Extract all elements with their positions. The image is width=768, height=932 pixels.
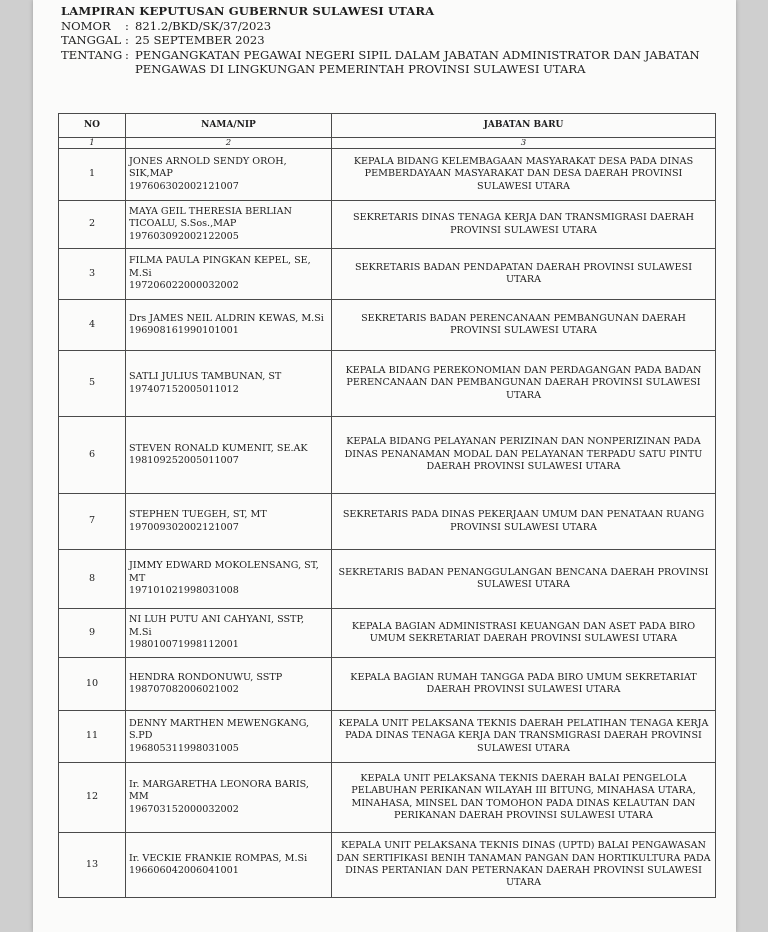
employee-nip: 198707082006021002 [129,684,239,695]
employee-name: JONES ARNOLD SENDY OROH, SIK,MAP [129,155,287,180]
employee-nip: 198010071998112001 [129,639,239,651]
column-number: 3 [332,138,716,149]
meta-colon: : [125,33,129,48]
meta-label: TANGGAL [61,33,122,48]
meta-value: 25 SEPTEMBER 2023 [135,33,265,48]
document-header [61,4,729,77]
employee-nip: 197603092002122005 [129,230,239,242]
meta-nomor [61,19,729,34]
new-position: SEKRETARIS BADAN PENANGGULANGAN BENCANA DAERAH PROVINSI SULAWESI UTARA [332,550,716,609]
new-position: KEPALA BAGIAN RUMAH TANGGA PADA BIRO UMUM SEKRETARIAT DAERAH PROVINSI SULAWESI UTARA [332,658,716,711]
employee-nip: 197206022000032002 [129,280,239,292]
row-number: 1 [59,149,126,201]
appointment-table [58,113,716,898]
employee-name: SATLI JULIUS TAMBUNAN, ST [129,371,282,383]
table-row [59,351,716,417]
employee-nip: 197606302002121007 [129,180,239,192]
table-row [59,300,716,351]
name-nip-cell [126,609,332,658]
row-number: 10 [59,658,126,711]
new-position: KEPALA BAGIAN ADMINISTRASI KEUANGAN DAN ASET PADA BIRO UMUM SEKRETARIAT DAERAH PROVINSI SULAWESI UTARA [332,609,716,658]
employee-name: STEVEN RONALD KUMENIT, SE.AK [129,442,308,454]
meta-label: TENTANG [61,47,123,62]
employee-name: FILMA PAULA PINGKAN KEPEL, SE, M.Si [129,255,311,279]
meta-tentang [61,48,729,77]
employee-nip: 197407152005011012 [129,383,239,395]
header-no: NO [59,114,126,138]
new-position: SEKRETARIS DINAS TENAGA KERJA DAN TRANSMIGRASI DAERAH PROVINSI SULAWESI UTARA [332,201,716,249]
meta-colon: : [125,18,129,33]
meta-colon: : [125,47,129,62]
meta-value: PENGANGKATAN PEGAWAI NEGERI SIPIL DALAM JABATAN ADMINISTRATOR DAN JABATAN PENGAWAS DI LINGKUNGAN PEMERINTAH PROVINSI SULAWESI UTARA [135,47,700,77]
employee-name: DENNY MARTHEN MEWENGKANG, S.PD [129,717,310,742]
new-position: KEPALA BIDANG PELAYANAN PERIZINAN DAN NONPERIZINAN PADA DINAS PENANAMAN MODAL DAN PELAYANAN TERPADU SATU PINTU DAERAH PROVINSI SULAWESI UTARA [332,417,716,494]
row-number: 12 [59,763,126,833]
new-position: SEKRETARIS PADA DINAS PEKERJAAN UMUM DAN PENATAAN RUANG PROVINSI SULAWESI UTARA [332,494,716,550]
row-number: 11 [59,711,126,763]
employee-name: Ir. VECKIE FRANKIE ROMPAS, M.Si [129,852,308,864]
column-number: 1 [59,138,126,149]
new-position: KEPALA UNIT PELAKSANA TEKNIS DAERAH BALAI PENGELOLA PELABUHAN PERIKANAN WILAYAH III BITUNG, MINAHASA UTARA, MINAHASA, MINSEL DAN TOMOHON PADA DINAS KELAUTAN DAN PERIKANAN DAERAH PROVINSI SULAWESI UTARA [332,763,716,833]
table-row [59,711,716,763]
row-number: 13 [59,833,126,898]
name-nip-cell [126,494,332,550]
document-title: LAMPIRAN KEPUTUSAN GUBERNUR SULAWESI UTARA [61,4,435,18]
row-number: 3 [59,249,126,300]
table-row [59,149,716,201]
row-number: 5 [59,351,126,417]
table-row [59,417,716,494]
table-row [59,609,716,658]
row-number: 2 [59,201,126,249]
table-row [59,201,716,249]
new-position: KEPALA UNIT PELAKSANA TEKNIS DINAS (UPTD) BALAI PENGAWASAN DAN SERTIFIKASI BENIH TANAMAN PANGAN DAN HORTIKULTURA PADA DINAS PERTANIAN DAN PETERNAKAN DAERAH PROVINSI SULAWESI UTARA [332,833,716,898]
employee-name: STEPHEN TUEGEH, ST, MT [129,509,267,521]
name-nip-cell [126,249,332,300]
employee-nip: 196703152000032002 [129,803,239,815]
employee-name: MAYA GEIL THERESIA BERLIAN TICOALU, S.Sos.,MAP [129,205,292,230]
employee-name: HENDRA RONDONUWU, SSTP [129,671,283,683]
employee-nip: 196805311998031005 [129,742,239,754]
row-number: 8 [59,550,126,609]
employee-nip: 198109252005011007 [129,455,239,466]
row-number: 4 [59,300,126,351]
employee-name: Drs JAMES NEIL ALDRIN KEWAS, M.Si [129,312,324,324]
name-nip-cell [126,658,332,711]
employee-name: NI LUH PUTU ANI CAHYANI, SSTP, M.Si [129,614,305,638]
table-row [59,249,716,300]
name-nip-cell [126,417,332,494]
new-position: KEPALA UNIT PELAKSANA TEKNIS DAERAH PELATIHAN TENAGA KERJA PADA DINAS TENAGA KERJA DAN TRANSMIGRASI DAERAH PROVINSI SULAWESI UTARA [332,711,716,763]
employee-name: JIMMY EDWARD MOKOLENSANG, ST, MT [129,560,319,584]
name-nip-cell [126,300,332,351]
name-nip-cell [126,763,332,833]
employee-nip: 197101021998031008 [129,585,239,597]
employee-nip: 196908161990101001 [129,325,239,336]
table-row [59,658,716,711]
meta-label: NOMOR [61,18,111,33]
table-row [59,494,716,550]
column-number: 2 [126,138,332,149]
name-nip-cell [126,201,332,249]
name-nip-cell [126,149,332,201]
table-row [59,550,716,609]
table-header-row [59,114,716,138]
meta-value: 821.2/BKD/SK/37/2023 [135,18,272,33]
header-jabatan-baru: JABATAN BARU [332,114,716,138]
new-position: KEPALA BIDANG PEREKONOMIAN DAN PERDAGANGAN PADA BADAN PERENCANAAN DAN PEMBANGUNAN DAERAH PROVINSI SULAWESI UTARA [332,351,716,417]
new-position: KEPALA BIDANG KELEMBAGAAN MASYARAKAT DESA PADA DINAS PEMBERDAYAAN MASYARAKAT DAN DESA DAERAH PROVINSI SULAWESI UTARA [332,149,716,201]
employee-nip: 197009302002121007 [129,521,239,533]
employee-name: Ir. MARGARETHA LEONORA BARIS, MM [129,778,309,803]
row-number: 9 [59,609,126,658]
new-position: SEKRETARIS BADAN PERENCANAAN PEMBANGUNAN DAERAH PROVINSI SULAWESI UTARA [332,300,716,351]
meta-tanggal [61,33,729,48]
table-row [59,763,716,833]
employee-nip: 196606042006041001 [129,865,239,876]
name-nip-cell [126,833,332,898]
name-nip-cell [126,351,332,417]
name-nip-cell [126,550,332,609]
table-row [59,833,716,898]
name-nip-cell [126,711,332,763]
new-position: SEKRETARIS BADAN PENDAPATAN DAERAH PROVINSI SULAWESI UTARA [332,249,716,300]
row-number: 7 [59,494,126,550]
row-number: 6 [59,417,126,494]
header-nama-nip: NAMA/NIP [126,114,332,138]
column-number-row [59,138,716,149]
